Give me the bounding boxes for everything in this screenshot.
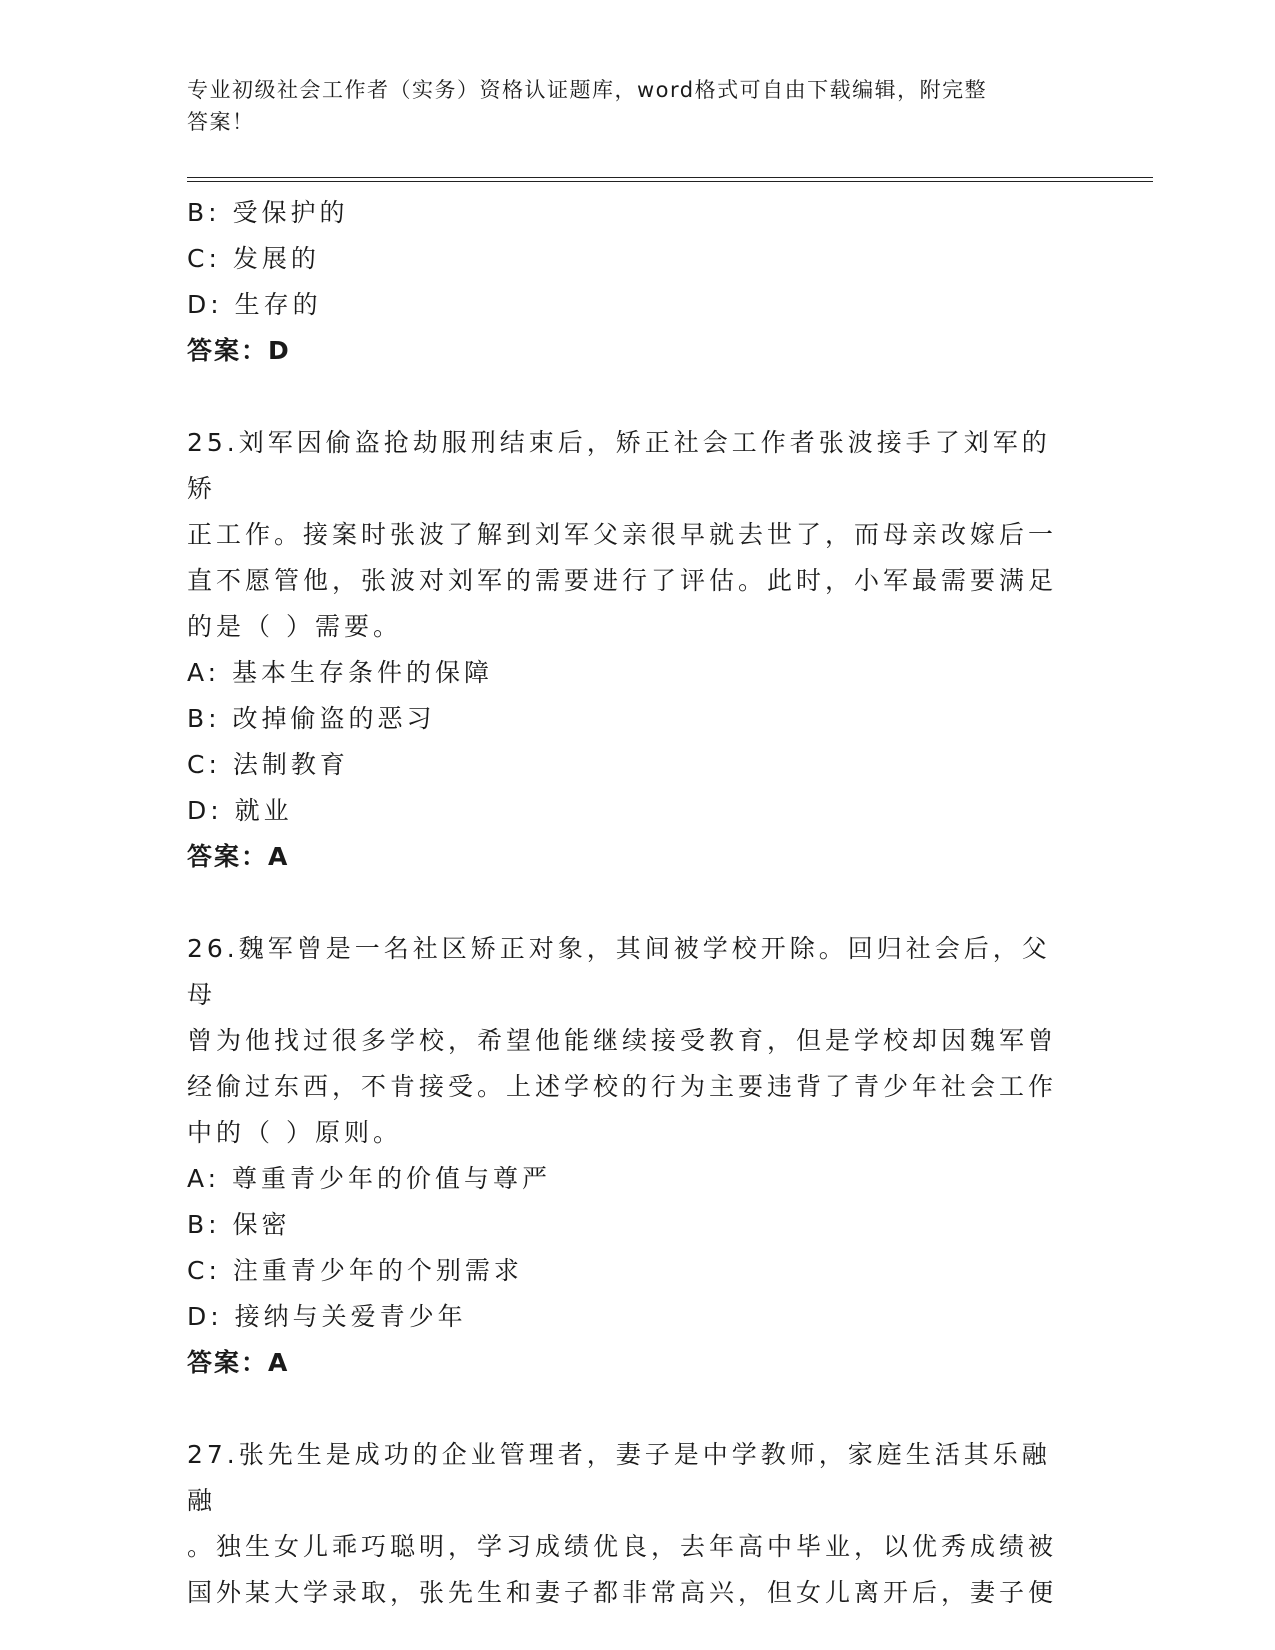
option-c: C: 法制教育: [187, 750, 349, 779]
option-a: A: 尊重青少年的价值与尊严: [187, 1164, 552, 1193]
header-line-1: 专业初级社会工作者（实务）资格认证题库，word格式可自由下载编辑，附完整: [187, 78, 988, 102]
question-stem-line: 国外某大学录取，张先生和妻子都非常高兴，但女儿离开后，妻子便: [187, 1578, 1058, 1607]
question-stem: [187, 926, 1077, 1156]
page-header: [187, 74, 1077, 138]
option-c: C: 发展的: [187, 244, 320, 273]
question-stem-line: 曾为他找过很多学校，希望他能继续接受教育，但是学校却因魏军曾: [187, 1026, 1058, 1055]
question-stem: [187, 420, 1077, 650]
option-b: B: 受保护的: [187, 198, 349, 227]
option-a: A: 基本生存条件的保障: [187, 658, 494, 687]
question-stem-line: 26.魏军曾是一名社区矫正对象，其间被学校开除。回归社会后，父母: [187, 934, 1051, 1009]
question-stem-line: 正工作。接案时张波了解到刘军父亲很早就去世了，而母亲改嫁后一: [187, 520, 1058, 549]
option-d: D: 接纳与关爱青少年: [187, 1302, 467, 1331]
option-b: B: 改掉偷盗的恶习: [187, 704, 436, 733]
question-stem-line: 中的（ ）原则。: [187, 1118, 402, 1147]
question-stem-line: 。独生女儿乖巧聪明，学习成绩优良，去年高中毕业，以优秀成绩被: [187, 1532, 1058, 1561]
header-divider: [187, 177, 1153, 182]
question-stem-line: 27.张先生是成功的企业管理者，妻子是中学教师，家庭生活其乐融融: [187, 1440, 1051, 1515]
header-line-2: 答案！: [187, 110, 255, 134]
question-stem-line: 25.刘军因偷盗抢劫服刑结束后，矫正社会工作者张波接手了刘军的矫: [187, 428, 1051, 503]
answer-line: 答案：A: [187, 1348, 290, 1377]
option-b: B: 保密: [187, 1210, 291, 1239]
previous-question-tail: [187, 190, 1077, 374]
option-d: D: 生存的: [187, 290, 322, 319]
option-c: C: 注重青少年的个别需求: [187, 1256, 523, 1285]
question-list: [187, 190, 1077, 1616]
question-26: [187, 926, 1077, 1386]
question-stem: [187, 1432, 1077, 1616]
question-25: [187, 420, 1077, 880]
question-stem-line: 的是（ ）需要。: [187, 612, 402, 641]
answer-line: 答案：D: [187, 336, 291, 365]
question-stem-line: 经偷过东西，不肯接受。上述学校的行为主要违背了青少年社会工作: [187, 1072, 1058, 1101]
question-27: [187, 1432, 1077, 1616]
answer-line: 答案：A: [187, 842, 290, 871]
option-d: D: 就业: [187, 796, 293, 825]
question-stem-line: 直不愿管他，张波对刘军的需要进行了评估。此时，小军最需要满足: [187, 566, 1058, 595]
